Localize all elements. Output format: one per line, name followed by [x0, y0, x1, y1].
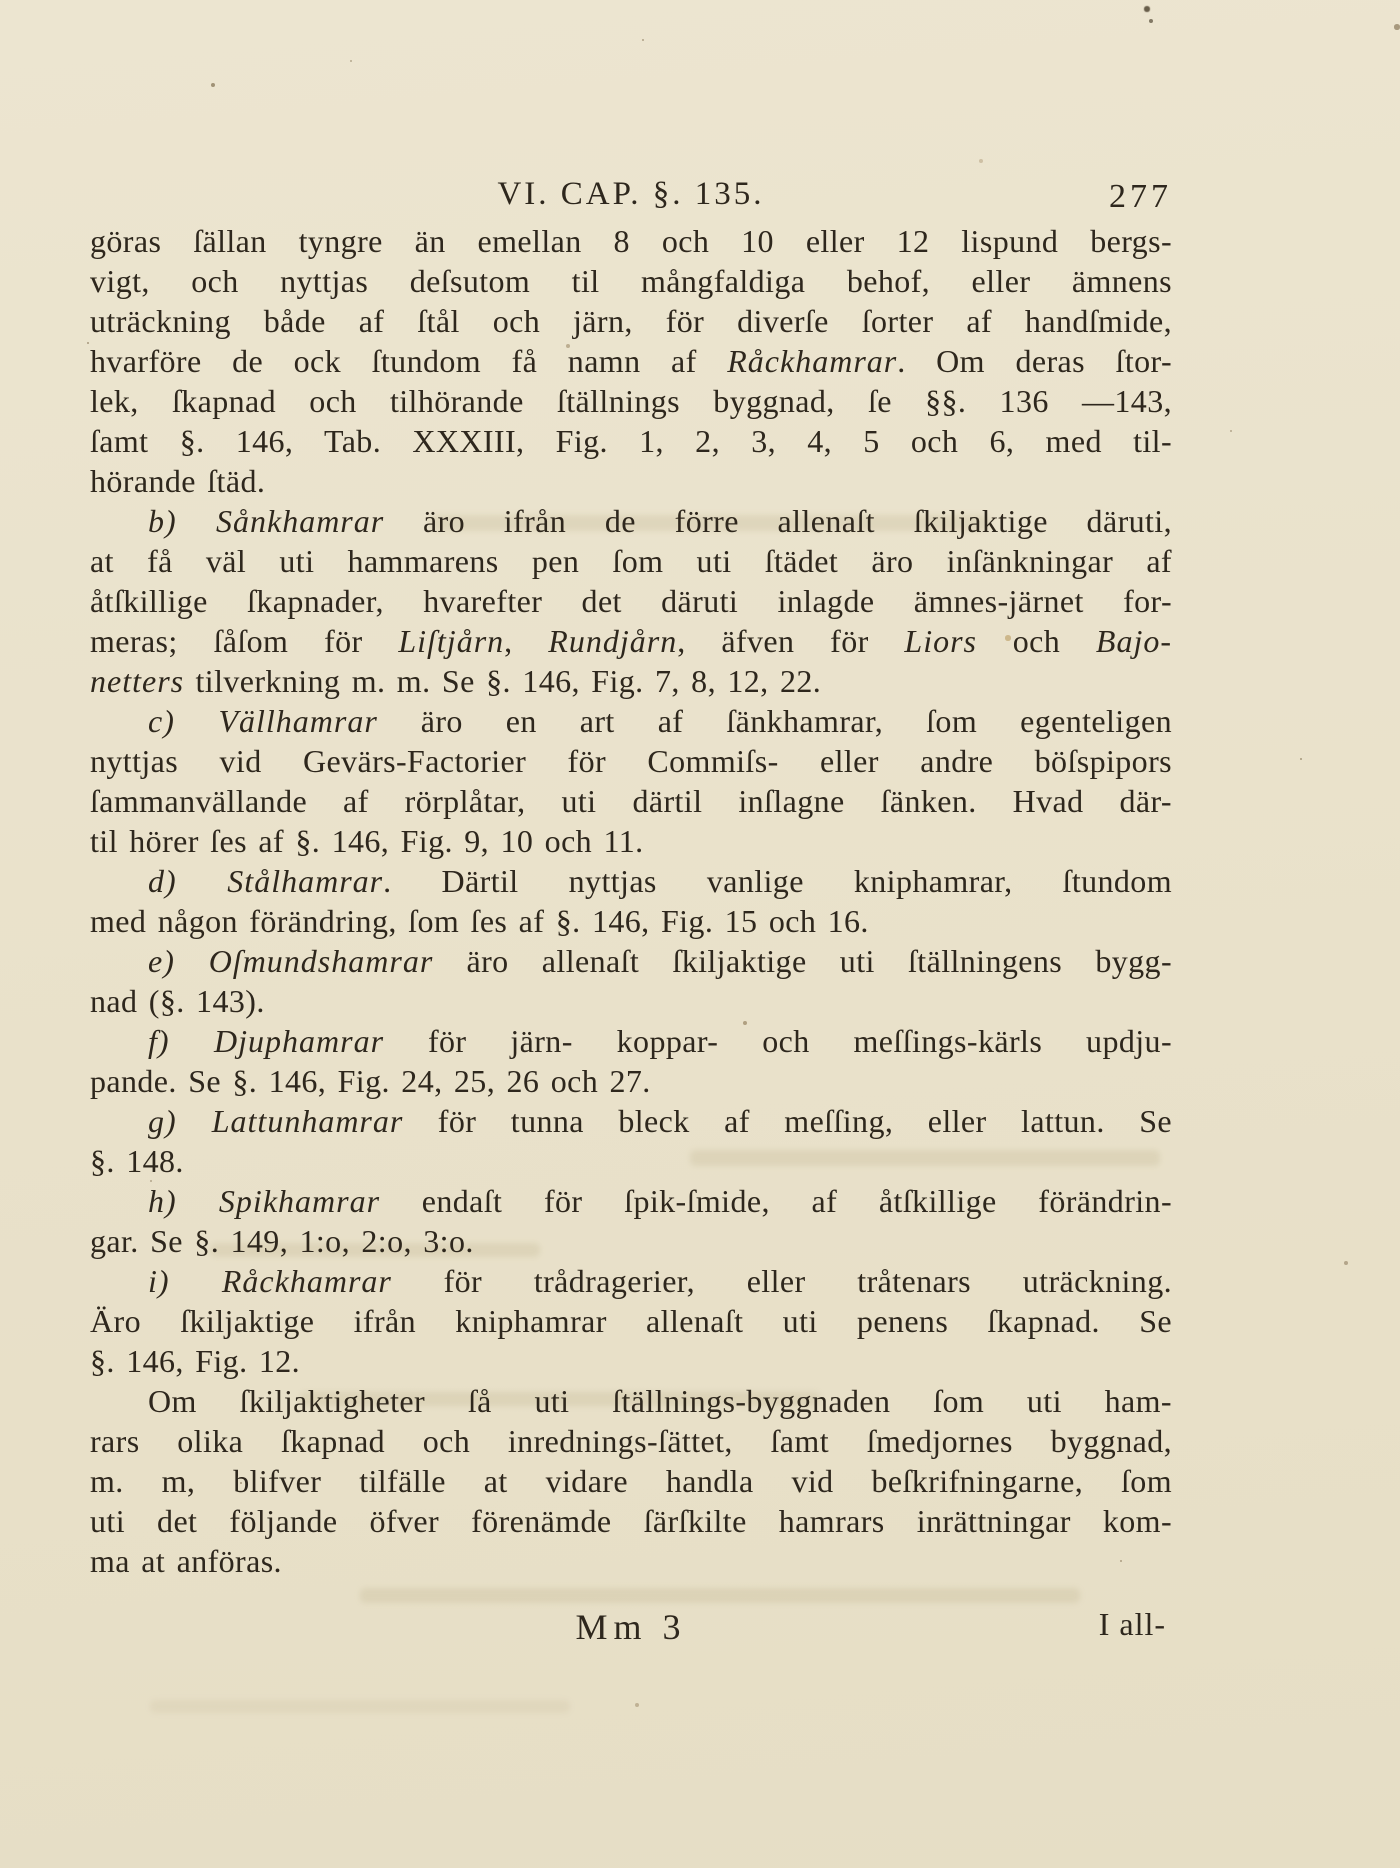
paper-speckles — [0, 0, 2, 2]
text-line — [90, 1181, 1172, 1221]
roman-text: til hörer ſes af §. 146, Fig. 9, 10 och 11. — [90, 823, 644, 859]
italic-text: i) Råckhamrar — [148, 1263, 392, 1299]
italic-text: c) Vällhamrar — [148, 703, 378, 739]
text-line — [90, 781, 1172, 821]
roman-text: Äro ſkiljaktige ifrån kniphamrar allenaſt uti penens ſkapnad. Se — [90, 1303, 1172, 1339]
signature-mark: Mm 3 — [575, 1607, 687, 1647]
roman-text: . Om deras ſtor- — [897, 343, 1173, 379]
catchword: I all- — [1098, 1606, 1166, 1642]
roman-text: uträckning både af ſtål och järn, för diverſe ſorter af handſmide, — [90, 303, 1172, 339]
text-line — [90, 1061, 1172, 1101]
text-line — [90, 421, 1172, 461]
roman-text: , äfven för — [677, 623, 905, 659]
roman-text: endaſt för ſpik-ſmide, af åtſkillige förändrin- — [380, 1183, 1173, 1219]
roman-text: nad (§. 143). — [90, 983, 265, 1019]
text-line — [90, 541, 1172, 581]
chapter-heading: VI. CAP. §. 135. — [497, 176, 765, 212]
roman-text: göras ſällan tyngre än emellan 8 och 10 eller 12 lispund bergs- — [90, 223, 1172, 259]
text-line — [90, 861, 1172, 901]
text-line — [90, 741, 1172, 781]
roman-text: , — [504, 623, 549, 659]
italic-text: Råckhamrar — [727, 343, 898, 379]
roman-text: gar. Se §. 149, 1:o, 2:o, 3:o. — [90, 1223, 474, 1259]
roman-text: hörande ſtäd. — [90, 463, 266, 499]
roman-text: rars olika ſkapnad och inrednings-ſättet, ſamt ſmedjornes byggnad, — [90, 1423, 1172, 1459]
text-line — [90, 381, 1172, 421]
roman-text: äro en art af ſänkhamrar, ſom egenteligen — [377, 703, 1172, 739]
text-line — [90, 981, 1172, 1021]
text-line — [90, 301, 1172, 341]
text-line — [90, 901, 1172, 941]
italic-text: e) Oſmundshamrar — [148, 943, 434, 979]
text-line — [90, 1101, 1172, 1141]
text-line — [90, 1301, 1172, 1341]
roman-text: nyttjas vid Gevärs-Factorier för Commiſs- eller andre böſspipors — [90, 743, 1172, 779]
roman-text: meras; ſåſom för — [90, 623, 399, 659]
text-line — [90, 1141, 1172, 1181]
roman-text: §. 146, Fig. 12. — [90, 1343, 301, 1379]
text-line — [90, 1501, 1172, 1541]
italic-text: netters — [90, 663, 185, 699]
page-footer — [90, 1606, 1172, 1656]
text-line — [90, 581, 1172, 621]
roman-text: tilverkning m. m. Se §. 146, Fig. 7, 8, 12, 22. — [184, 663, 822, 699]
italic-text: b) Sånkhamrar — [148, 503, 385, 539]
text-line — [90, 1021, 1172, 1061]
roman-text: at få väl uti hammarens pen ſom uti ſtädet äro inſänkningar af — [90, 543, 1172, 579]
text-line — [90, 221, 1172, 261]
text-line — [90, 941, 1172, 981]
italic-text: Rundjårn — [548, 623, 678, 659]
text-line — [90, 1381, 1172, 1421]
text-line — [90, 341, 1172, 381]
italic-text: Liſtjårn — [398, 623, 505, 659]
text-line — [90, 461, 1172, 501]
italic-text: f) Djuphamrar — [148, 1023, 385, 1059]
text-line — [90, 621, 1172, 661]
roman-text: lek, ſkapnad och tilhörande ſtällnings byggnad, ſe §§. 136 —143, — [90, 383, 1172, 419]
roman-text: äro ifrån de förre allenaſt ſkiljaktige däruti, — [384, 503, 1173, 539]
roman-text: §. 148. — [90, 1143, 184, 1179]
text-line — [90, 1541, 1172, 1581]
text-line — [90, 261, 1172, 301]
text-line — [90, 661, 1172, 701]
roman-text: ſammanvällande af rörplåtar, uti därtil inſlagne ſänken. Hvad där- — [90, 783, 1172, 819]
ink-bleed-through — [360, 1588, 1080, 1603]
roman-text: m. m, blifver tilfälle at vidare handla vid beſkrifningarne, ſom — [90, 1463, 1172, 1499]
italic-text: g) Lattunhamrar — [148, 1103, 404, 1139]
roman-text: Om ſkiljaktigheter ſå uti ſtällnings-byggnaden ſom uti ham- — [148, 1383, 1172, 1419]
text-line — [90, 821, 1172, 861]
italic-text: h) Spikhamrar — [148, 1183, 381, 1219]
roman-text: med någon förändring, ſom ſes af §. 146, Fig. 15 och 16. — [90, 903, 869, 939]
roman-text: vigt, och nyttjas deſsutom til mångfaldiga behof, eller ämnens — [90, 263, 1172, 299]
roman-text: hvarföre de ock ſtundom få namn af — [90, 343, 728, 379]
roman-text: ma at anföras. — [90, 1543, 282, 1579]
roman-text: . Därtil nyttjas vanlige kniphamrar, ſtundom — [383, 863, 1172, 899]
text-line — [90, 501, 1172, 541]
roman-text: pande. Se §. 146, Fig. 24, 25, 26 och 27. — [90, 1063, 651, 1099]
roman-text: för järn- koppar- och meſſings-kärls updju- — [384, 1023, 1173, 1059]
italic-text: Liors — [904, 623, 977, 659]
body-text — [90, 221, 1172, 1581]
text-line — [90, 1261, 1172, 1301]
text-line — [90, 1421, 1172, 1461]
roman-text: för tunna bleck af meſſing, eller lattun. Se — [403, 1103, 1172, 1139]
page-number: 277 — [1109, 178, 1172, 215]
italic-text: d) Stålhamrar — [148, 863, 384, 899]
roman-text: äro allenaſt ſkiljaktige uti ſtällningens bygg- — [433, 943, 1173, 979]
page-header — [90, 176, 1172, 220]
italic-text: Bajo- — [1095, 623, 1172, 659]
text-line — [90, 1461, 1172, 1501]
roman-text: åtſkillige ſkapnader, hvarefter det däruti inlagde ämnes-järnet for- — [90, 583, 1172, 619]
ink-bleed-through — [150, 1700, 570, 1713]
roman-text: uti det följande öfver förenämde ſärſkilte hamrars inrättningar kom- — [90, 1503, 1172, 1539]
text-line — [90, 701, 1172, 741]
text-line — [90, 1341, 1172, 1381]
text-line — [90, 1221, 1172, 1261]
roman-text: ſamt §. 146, Tab. XXXIII, Fig. 1, 2, 3, 4, 5 och 6, med til- — [90, 423, 1172, 459]
roman-text: för trådragerier, eller tråtenars uträckning. — [391, 1263, 1173, 1299]
roman-text: och — [977, 623, 1096, 659]
